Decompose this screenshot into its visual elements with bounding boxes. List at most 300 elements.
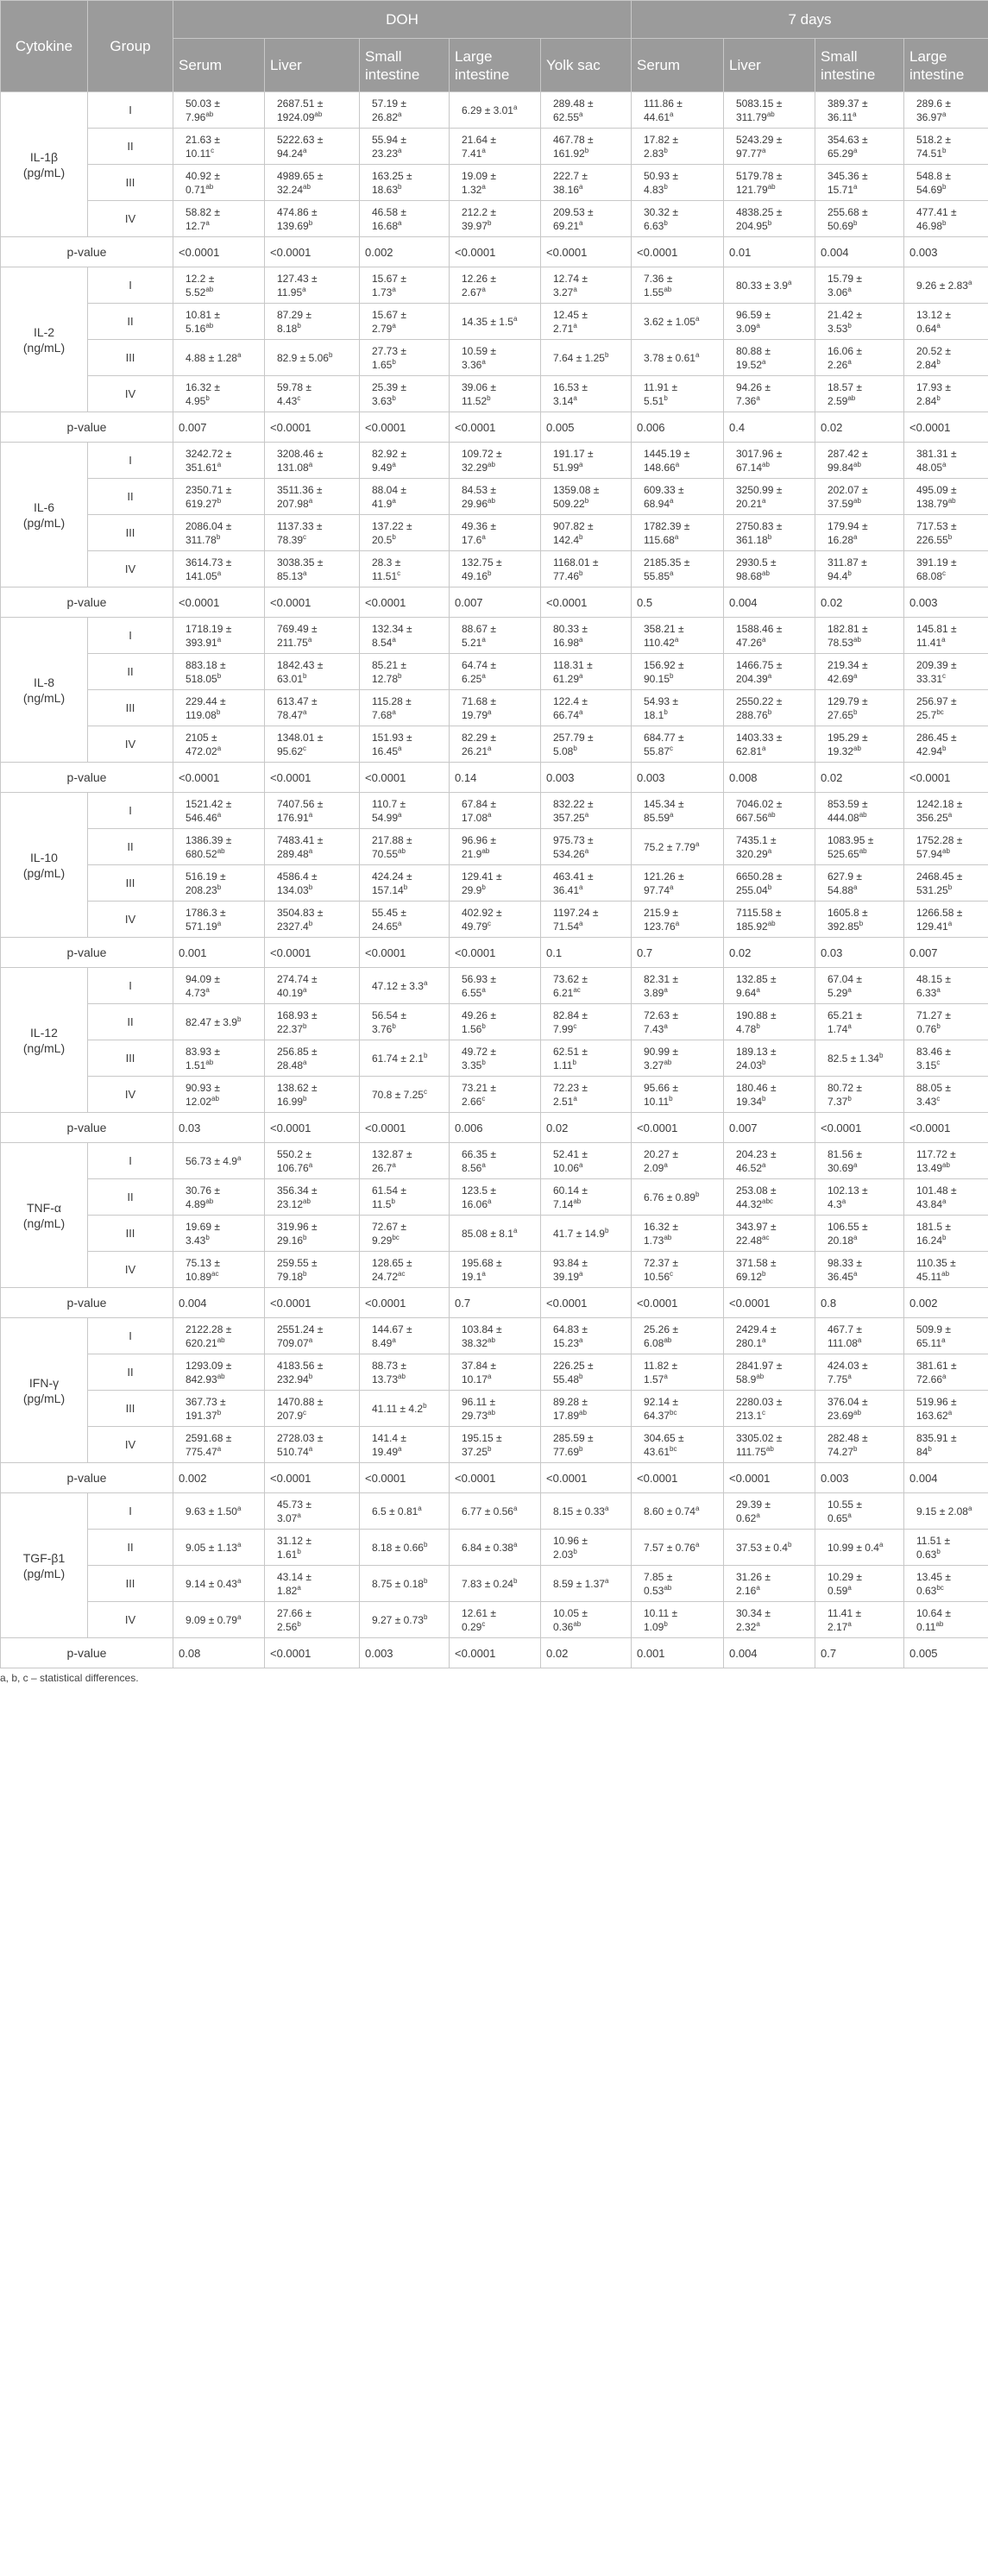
pvalue-cell: 0.003 bbox=[632, 763, 724, 793]
value-sd-line bbox=[186, 1409, 260, 1423]
value-significance: a bbox=[853, 883, 858, 891]
value-sd: 11.52 bbox=[462, 394, 488, 407]
value-mean: 83.93 ± bbox=[186, 1045, 220, 1058]
value-sd: 546.46 bbox=[186, 811, 217, 824]
value-sd-line bbox=[916, 533, 984, 547]
value-cell bbox=[360, 1530, 450, 1566]
value-cell bbox=[815, 479, 904, 515]
value-mean: 10.29 ± bbox=[828, 1570, 862, 1583]
value-mean: 88.67 ± bbox=[462, 622, 496, 635]
value-mean: 1293.09 ± bbox=[186, 1359, 232, 1372]
value-cell bbox=[632, 793, 724, 829]
value-significance: b bbox=[217, 883, 222, 891]
value-significance: b bbox=[573, 1547, 577, 1555]
value-cell bbox=[265, 1391, 360, 1427]
value-mean: 253.08 ± bbox=[736, 1184, 777, 1197]
value-sd-line bbox=[372, 1161, 444, 1175]
value-cell bbox=[632, 515, 724, 551]
value-significance: b bbox=[398, 671, 402, 680]
value-cell bbox=[450, 1354, 541, 1391]
table-row bbox=[1, 793, 988, 829]
value-cell bbox=[360, 304, 450, 340]
value-mean: 463.41 ± bbox=[553, 870, 594, 883]
value-mean: 12.61 ± bbox=[462, 1606, 496, 1619]
value-sd-line bbox=[916, 1270, 984, 1284]
value-mean-sd: 47.12 ± 3.3 bbox=[372, 979, 424, 992]
value-sd: 3.36 bbox=[462, 358, 482, 371]
value-cell bbox=[450, 443, 541, 479]
value-mean: 358.21 ± bbox=[644, 622, 684, 635]
value-significance: b bbox=[664, 1619, 668, 1628]
pvalue-cell: <0.0001 bbox=[360, 1288, 450, 1318]
value-sd: 19.49 bbox=[372, 1445, 399, 1458]
pvalue-cell: 0.002 bbox=[904, 1288, 988, 1318]
value-cell bbox=[265, 865, 360, 902]
value-sd: 207.98 bbox=[277, 497, 309, 510]
value-significance: a bbox=[670, 810, 674, 819]
value-mean: 19.69 ± bbox=[186, 1220, 220, 1233]
value-significance: bc bbox=[670, 1444, 677, 1453]
table-row bbox=[1, 968, 988, 1004]
value-mean: 1445.19 ± bbox=[644, 447, 690, 460]
value-sd: 393.91 bbox=[186, 636, 217, 649]
value-sd-line bbox=[186, 322, 260, 336]
value-significance: a bbox=[398, 146, 402, 154]
value-sd: 29.96 bbox=[462, 497, 488, 510]
value-cell bbox=[815, 1391, 904, 1427]
value-mean: 132.87 ± bbox=[372, 1147, 412, 1160]
value-mean: 21.63 ± bbox=[186, 133, 220, 146]
value-sd-line bbox=[186, 147, 260, 160]
value-sd-line bbox=[186, 708, 260, 722]
value-significance: b bbox=[236, 1015, 242, 1023]
value-mean: 3511.36 ± bbox=[277, 483, 323, 496]
group-label: I bbox=[88, 1493, 173, 1530]
value-mean: 376.04 ± bbox=[828, 1395, 868, 1408]
value-cell bbox=[265, 793, 360, 829]
value-cell bbox=[360, 1493, 450, 1530]
value-mean: 7483.41 ± bbox=[277, 833, 324, 846]
value-significance: ab bbox=[767, 810, 776, 819]
value-sd: 9.29 bbox=[372, 1234, 393, 1247]
value-sd: 709.07 bbox=[277, 1336, 309, 1349]
value-significance: a bbox=[308, 496, 313, 505]
value-cell bbox=[450, 1318, 541, 1354]
value-mean: 1470.88 ± bbox=[277, 1395, 324, 1408]
value-cell bbox=[265, 479, 360, 515]
value-mean: 215.9 ± bbox=[644, 906, 678, 919]
value-cell bbox=[815, 1318, 904, 1354]
value-sd-line bbox=[644, 219, 719, 233]
cytokine-name bbox=[1, 793, 88, 938]
value-cell bbox=[632, 1427, 724, 1463]
value-significance: a bbox=[398, 744, 402, 752]
value-sd: 33.31 bbox=[916, 672, 943, 685]
value-significance: a bbox=[664, 1160, 668, 1169]
value-cell bbox=[724, 340, 815, 376]
value-mean: 117.72 ± bbox=[916, 1147, 956, 1160]
value-cell bbox=[904, 1040, 988, 1077]
value-sd: 16.68 bbox=[372, 219, 399, 232]
value-sd: 1.11 bbox=[553, 1059, 573, 1071]
value-sd-line bbox=[644, 394, 719, 408]
value-mean-sd: 56.73 ± 4.9 bbox=[186, 1154, 237, 1167]
value-cell bbox=[450, 201, 541, 237]
value-sd-line bbox=[736, 1584, 810, 1598]
pvalue-cell: 0.02 bbox=[541, 1113, 632, 1143]
value-significance: a bbox=[579, 1335, 583, 1344]
value-sd: 356.25 bbox=[916, 811, 948, 824]
value-mean: 90.99 ± bbox=[644, 1045, 678, 1058]
value-sd: 37.59 bbox=[828, 497, 854, 510]
value-sd: 43.61 bbox=[644, 1445, 670, 1458]
group-label: III bbox=[88, 1566, 173, 1602]
pvalue-label: p-value bbox=[1, 938, 173, 968]
value-mean: 519.96 ± bbox=[916, 1395, 957, 1408]
value-cell bbox=[265, 551, 360, 587]
value-cell bbox=[360, 1391, 450, 1427]
value-cell bbox=[632, 1143, 724, 1179]
value-cell bbox=[632, 690, 724, 726]
value-significance: a bbox=[392, 285, 396, 293]
table-row bbox=[1, 1566, 988, 1602]
value-sd-line bbox=[462, 358, 536, 372]
value-mean: 50.03 ± bbox=[186, 97, 220, 110]
value-mean: 19.09 ± bbox=[462, 169, 496, 182]
table-header bbox=[1, 1, 988, 92]
value-significance: b bbox=[947, 532, 953, 541]
value-cell bbox=[265, 92, 360, 129]
value-sd-line bbox=[372, 883, 444, 897]
cytokine-unit: (pg/mL) bbox=[22, 165, 66, 179]
value-sd-line bbox=[644, 1620, 719, 1634]
value-sd: 77.46 bbox=[553, 569, 580, 582]
value-sd: 8.18 bbox=[277, 322, 298, 335]
value-significance: b bbox=[488, 1444, 492, 1453]
value-sd-line bbox=[828, 569, 899, 583]
cytokine-name bbox=[1, 443, 88, 587]
value-sd: 4.43 bbox=[277, 394, 298, 407]
value-sd-line bbox=[828, 183, 899, 197]
value-cell bbox=[173, 1179, 265, 1216]
group-label: II bbox=[88, 1179, 173, 1216]
value-mean: 72.23 ± bbox=[553, 1081, 588, 1094]
value-cell bbox=[904, 479, 988, 515]
value-cell bbox=[265, 1354, 360, 1391]
value-mean: 59.78 ± bbox=[277, 380, 312, 393]
value-cell bbox=[632, 129, 724, 165]
value-sd-line bbox=[277, 986, 355, 1000]
value-cell bbox=[724, 618, 815, 654]
value-mean: 82.92 ± bbox=[372, 447, 406, 460]
value-cell bbox=[541, 829, 632, 865]
value-sd-line bbox=[828, 1445, 899, 1459]
value-cell bbox=[265, 1566, 360, 1602]
value-sd: 842.93 bbox=[186, 1373, 217, 1385]
value-significance: a bbox=[297, 1583, 301, 1592]
value-sd: 20.5 bbox=[372, 533, 393, 546]
value-mean: 132.85 ± bbox=[736, 972, 777, 985]
value-significance: a bbox=[513, 1540, 518, 1549]
table-row bbox=[1, 165, 988, 201]
value-mean: 226.25 ± bbox=[553, 1359, 594, 1372]
value-sd-line bbox=[553, 533, 626, 547]
value-mean: 62.51 ± bbox=[553, 1045, 588, 1058]
cytokine-unit: (pg/mL) bbox=[22, 1566, 66, 1580]
value-sd: 4.78 bbox=[736, 1022, 757, 1035]
value-sd-line bbox=[828, 636, 899, 650]
value-sd: 2.32 bbox=[736, 1620, 757, 1633]
value-sd-line bbox=[277, 847, 355, 861]
value-sd-line bbox=[553, 920, 626, 933]
value-sd-line bbox=[736, 322, 810, 336]
value-mean: 684.77 ± bbox=[644, 731, 684, 744]
value-sd-line bbox=[553, 286, 626, 299]
value-cell bbox=[815, 304, 904, 340]
pvalue-cell: 0.001 bbox=[632, 1638, 724, 1668]
value-significance: b bbox=[942, 182, 947, 191]
value-mean: 853.59 ± bbox=[828, 797, 868, 810]
value-cell bbox=[450, 865, 541, 902]
value-mean-sd: 9.26 ± 2.83 bbox=[916, 279, 968, 292]
value-significance: a bbox=[392, 1160, 396, 1169]
value-cell bbox=[541, 1252, 632, 1288]
cytokine-unit: (ng/mL) bbox=[22, 340, 66, 355]
value-significance: a bbox=[579, 460, 583, 468]
value-sd-line bbox=[372, 322, 444, 336]
value-mean: 73.62 ± bbox=[553, 972, 588, 985]
value-mean: 381.31 ± bbox=[916, 447, 957, 460]
value-significance: a bbox=[941, 1335, 946, 1344]
value-sd-line bbox=[372, 672, 444, 686]
value-significance: a bbox=[841, 1197, 846, 1205]
value-significance: a bbox=[488, 1372, 492, 1380]
value-sd: 0.53 bbox=[644, 1584, 664, 1597]
value-significance: a bbox=[695, 314, 700, 323]
value-mean: 12.26 ± bbox=[462, 272, 496, 285]
value-mean: 168.93 ± bbox=[277, 1008, 318, 1021]
value-significance: b bbox=[205, 1233, 210, 1241]
value-sd: 9.64 bbox=[736, 986, 757, 999]
value-significance: a bbox=[579, 635, 583, 644]
value-significance: a bbox=[674, 635, 679, 644]
pvalue-cell: <0.0001 bbox=[450, 412, 541, 443]
value-sd-line bbox=[916, 110, 984, 124]
group-label: II bbox=[88, 479, 173, 515]
value-mean: 7046.02 ± bbox=[736, 797, 783, 810]
table-row bbox=[1, 1004, 988, 1040]
value-cell bbox=[904, 1216, 988, 1252]
value-sd-line bbox=[736, 1197, 810, 1211]
value-cell bbox=[541, 304, 632, 340]
value-cell bbox=[450, 829, 541, 865]
value-sd-line bbox=[372, 1197, 444, 1211]
value-mean: 27.66 ± bbox=[277, 1606, 312, 1619]
value-sd-line bbox=[186, 533, 260, 547]
value-mean: 1588.46 ± bbox=[736, 622, 783, 635]
value-sd-line bbox=[916, 394, 984, 408]
pvalue-cell: 0.8 bbox=[815, 1288, 904, 1318]
value-sd: 97.74 bbox=[644, 883, 670, 896]
value-mean: 10.55 ± bbox=[828, 1498, 862, 1511]
value-mean: 45.73 ± bbox=[277, 1498, 312, 1511]
value-significance: ab bbox=[664, 1058, 672, 1066]
value-sd: 311.79 bbox=[736, 110, 767, 123]
value-sd: 392.85 bbox=[828, 920, 859, 933]
value-mean: 1718.19 ± bbox=[186, 622, 232, 635]
value-significance: b bbox=[297, 1547, 301, 1555]
value-cell bbox=[173, 201, 265, 237]
value-mean: 141.4 ± bbox=[372, 1431, 406, 1444]
value-mean: 40.92 ± bbox=[186, 169, 220, 182]
value-mean: 67.84 ± bbox=[462, 797, 496, 810]
value-sd-line bbox=[644, 811, 719, 825]
value-mean: 189.13 ± bbox=[736, 1045, 777, 1058]
value-mean: 93.84 ± bbox=[553, 1256, 588, 1269]
value-mean-sd: 41.11 ± 4.2 bbox=[372, 1402, 424, 1415]
value-cell bbox=[173, 793, 265, 829]
value-significance: a bbox=[762, 496, 766, 505]
value-sd-line bbox=[736, 497, 810, 511]
value-significance: a bbox=[947, 919, 953, 927]
value-cell bbox=[632, 443, 724, 479]
value-sd: 213.1 bbox=[736, 1409, 763, 1422]
value-mean-sd: 82.5 ± 1.34 bbox=[828, 1052, 879, 1065]
value-cell bbox=[173, 165, 265, 201]
cytokine-unit: (pg/mL) bbox=[22, 515, 66, 530]
value-significance: b bbox=[217, 496, 222, 505]
value-sd: 24.65 bbox=[372, 920, 399, 933]
pvalue-cell: 0.7 bbox=[632, 938, 724, 968]
value-cell bbox=[360, 1004, 450, 1040]
value-sd-line bbox=[916, 1022, 984, 1036]
value-cell bbox=[173, 865, 265, 902]
value-significance: a bbox=[878, 1540, 884, 1549]
value-mean: 495.09 ± bbox=[916, 483, 957, 496]
value-sd-line bbox=[372, 811, 444, 825]
group-label: I bbox=[88, 968, 173, 1004]
value-sd: 22.37 bbox=[277, 1022, 304, 1035]
value-mean-sd: 41.7 ± 14.9 bbox=[553, 1227, 605, 1240]
value-mean: 102.13 ± bbox=[828, 1184, 868, 1197]
value-cell bbox=[360, 793, 450, 829]
value-mean: 257.79 ± bbox=[553, 731, 594, 744]
group-label: IV bbox=[88, 376, 173, 412]
value-mean: 1842.43 ± bbox=[277, 658, 324, 671]
value-significance: a bbox=[675, 460, 680, 468]
value-cell bbox=[815, 129, 904, 165]
value-sd: 78.53 bbox=[828, 636, 854, 649]
value-sd-line bbox=[553, 1161, 626, 1175]
value-sd-line bbox=[916, 1409, 984, 1423]
value-mean: 311.87 ± bbox=[828, 556, 867, 569]
value-significance: b bbox=[423, 1540, 428, 1549]
cytokine-unit: (ng/mL) bbox=[22, 1216, 66, 1230]
value-sd: 7.41 bbox=[462, 147, 482, 160]
header-column: Large intestine bbox=[904, 39, 988, 92]
value-sd-line bbox=[462, 1059, 536, 1072]
value-sd-line bbox=[372, 920, 444, 933]
value-cell bbox=[541, 165, 632, 201]
pvalue-cell: <0.0001 bbox=[904, 1113, 988, 1143]
value-mean: 72.67 ± bbox=[372, 1220, 406, 1233]
value-cell bbox=[724, 865, 815, 902]
value-sd: 1.57 bbox=[644, 1373, 664, 1385]
value-sd-line bbox=[462, 672, 536, 686]
value-cell bbox=[360, 829, 450, 865]
value-sd-line bbox=[372, 110, 444, 124]
value-cell bbox=[265, 1493, 360, 1530]
value-sd-line bbox=[916, 920, 984, 933]
value-cell bbox=[265, 1530, 360, 1566]
value-sd-line bbox=[186, 1270, 260, 1284]
value-sd-line bbox=[916, 1059, 984, 1072]
pvalue-label: p-value bbox=[1, 1463, 173, 1493]
value-sd: 7.43 bbox=[644, 1022, 664, 1035]
value-sd: 3.35 bbox=[462, 1059, 482, 1071]
value-sd-line bbox=[736, 920, 810, 933]
value-mean: 12.74 ± bbox=[553, 272, 588, 285]
value-mean: 57.19 ± bbox=[372, 97, 406, 110]
value-sd: 2.84 bbox=[916, 394, 937, 407]
pvalue-cell: <0.0001 bbox=[724, 1288, 815, 1318]
value-significance: b bbox=[664, 393, 668, 402]
value-sd: 5.16 bbox=[186, 322, 206, 335]
value-cell bbox=[815, 865, 904, 902]
pvalue-cell: <0.0001 bbox=[632, 1113, 724, 1143]
value-significance: ab bbox=[488, 460, 495, 468]
value-sd-line bbox=[828, 1234, 899, 1247]
value-sd: 46.98 bbox=[916, 219, 943, 232]
value-cell bbox=[360, 165, 450, 201]
pvalue-cell: <0.0001 bbox=[173, 763, 265, 793]
value-mean-sd: 8.75 ± 0.18 bbox=[372, 1577, 424, 1590]
value-cell bbox=[904, 1077, 988, 1113]
value-cell bbox=[265, 1427, 360, 1463]
table-row bbox=[1, 1179, 988, 1216]
value-mean: 48.15 ± bbox=[916, 972, 951, 985]
value-sd: 32.29 bbox=[462, 461, 488, 474]
value-cell bbox=[450, 1391, 541, 1427]
value-sd: 7.68 bbox=[372, 708, 393, 721]
group-label: I bbox=[88, 618, 173, 654]
value-sd: 10.11 bbox=[644, 1095, 670, 1108]
value-sd: 204.95 bbox=[736, 219, 768, 232]
value-sd: 78.39 bbox=[277, 533, 304, 546]
value-sd-line bbox=[553, 1336, 626, 1350]
value-sd: 15.71 bbox=[828, 183, 854, 196]
value-cell bbox=[541, 1143, 632, 1179]
value-cell bbox=[632, 618, 724, 654]
value-sd: 62.55 bbox=[553, 110, 580, 123]
value-cell bbox=[724, 654, 815, 690]
value-mean: 96.11 ± bbox=[462, 1395, 496, 1408]
value-mean: 88.04 ± bbox=[372, 483, 406, 496]
value-sd-line bbox=[462, 461, 536, 474]
cytokine-label: IL-8 bbox=[33, 675, 55, 689]
value-significance: a bbox=[481, 532, 486, 541]
value-cell bbox=[632, 267, 724, 304]
value-cell bbox=[541, 267, 632, 304]
value-significance: ab bbox=[847, 393, 856, 402]
value-significance: c bbox=[397, 569, 401, 577]
value-sd: 3.15 bbox=[916, 1059, 937, 1071]
value-sd-line bbox=[186, 461, 260, 474]
value-cell bbox=[904, 793, 988, 829]
value-cell bbox=[541, 618, 632, 654]
value-sd-line bbox=[186, 219, 260, 233]
value-sd: 134.03 bbox=[277, 883, 309, 896]
